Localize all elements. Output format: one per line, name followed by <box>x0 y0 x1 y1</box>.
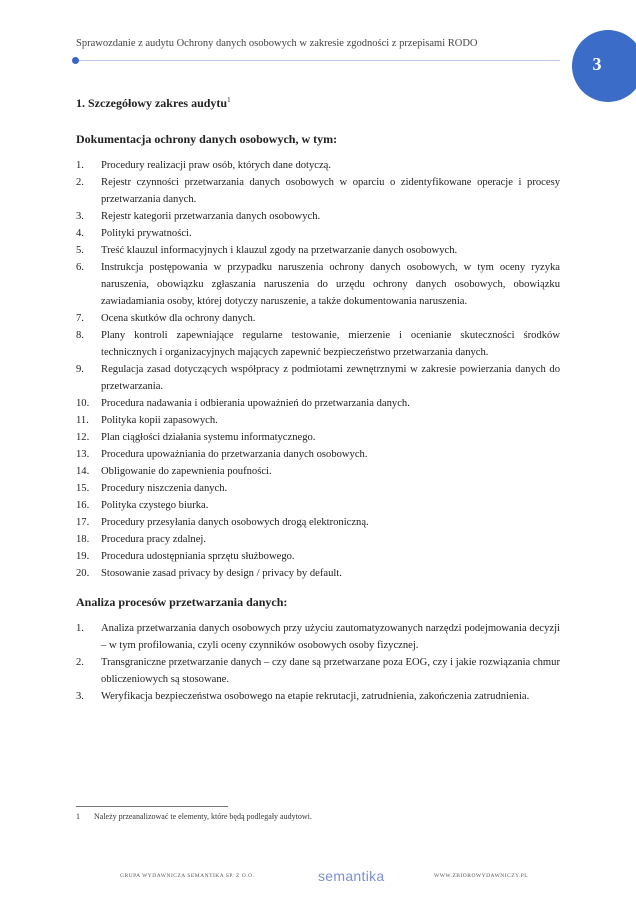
list-item-text: Plan ciągłości działania systemu informatycznego. <box>101 432 316 443</box>
list-item <box>76 463 560 480</box>
footer-website[interactable]: WWW.ZBIOROWYDAWNICZY.PL <box>434 873 529 879</box>
footnote-text: Należy przeanalizować te elementy, które będą podlegały audytowi. <box>94 812 312 821</box>
list-item-number: 15. <box>76 483 90 494</box>
list-item-number: 10. <box>76 398 90 409</box>
analysis-heading: Analiza procesów przetwarzania danych: <box>76 595 288 609</box>
section-title-text: 1. Szczegółowy zakres audytu <box>76 96 228 110</box>
list-item <box>76 620 560 654</box>
list-item <box>76 157 560 174</box>
list-item-number: 7. <box>76 313 84 324</box>
page-number: 3 <box>592 54 602 74</box>
list-item <box>76 531 560 548</box>
list-item <box>76 548 560 565</box>
list-item-number: 17. <box>76 517 90 528</box>
list-item-number: 5. <box>76 245 84 256</box>
list-item <box>76 208 560 225</box>
list-item <box>76 174 560 208</box>
list-item-text: Procedury realizacji praw osób, których dane dotyczą. <box>101 160 332 171</box>
list-item-text: Procedura pracy zdalnej. <box>101 534 207 545</box>
list-item-text: Procedura upoważniania do przetwarzania danych osobowych. <box>101 449 368 460</box>
documentation-heading: Dokumentacja ochrony danych osobowych, w tym: <box>76 132 338 146</box>
footnote-rule <box>76 806 228 807</box>
footnote <box>76 812 312 821</box>
list-item-number: 4. <box>76 228 84 239</box>
list-item <box>76 497 560 514</box>
list-item-text: Obligowanie do zapewnienia poufności. <box>101 466 272 477</box>
documentation-list <box>76 157 560 582</box>
list-item <box>76 514 560 531</box>
list-item-text: Analiza przetwarzania danych osobowych przy użyciu zautomatyzowanych narzędzi podejmowania decyzji – w tym profilowania, czyli oceny czynników osobowych osoby fizycznej. <box>101 623 560 651</box>
header-title: Sprawozdanie z audytu Ochrony danych osobowych w zakresie zgodności z przepisami RODO <box>76 38 478 49</box>
list-item <box>76 327 560 361</box>
list-item-text: Procedury przesyłania danych osobowych drogą elektroniczną. <box>101 517 369 528</box>
list-item-text: Procedura nadawania i odbierania upoważnień do przetwarzania danych. <box>101 398 410 409</box>
list-item-text: Polityka kopii zapasowych. <box>101 415 218 426</box>
header-rule <box>76 60 560 61</box>
list-item <box>76 225 560 242</box>
list-item <box>76 446 560 463</box>
list-item-text: Ocena skutków dla ochrony danych. <box>101 313 256 324</box>
list-item-text: Polityka czystego biurka. <box>101 500 209 511</box>
list-item <box>76 565 560 582</box>
footnote-number: 1 <box>76 812 80 821</box>
list-item-number: 11. <box>76 415 89 426</box>
list-item-number: 19. <box>76 551 90 562</box>
list-item <box>76 412 560 429</box>
list-item <box>76 688 560 705</box>
list-item <box>76 361 560 395</box>
list-item-number: 2. <box>76 657 84 668</box>
footer-publisher: GRUPA WYDAWNICZA SEMANTIKA SP. Z O.O. <box>120 873 255 879</box>
list-item <box>76 429 560 446</box>
list-item <box>76 310 560 327</box>
list-item-number: 18. <box>76 534 90 545</box>
list-item-text: Rejestr czynności przetwarzania danych osobowych w oparciu o zidentyfikowane operacje i procesy przetwarzania danych. <box>101 177 560 205</box>
list-item-text: Procedura udostępniania sprzętu służbowego. <box>101 551 295 562</box>
list-item-text: Weryfikacja bezpieczeństwa osobowego na etapie rekrutacji, zatrudnienia, zakończenia zatrudnienia. <box>101 691 530 702</box>
list-item-number: 13. <box>76 449 90 460</box>
analysis-list <box>76 620 560 705</box>
footnote-ref[interactable]: 1 <box>227 96 231 104</box>
list-item-number: 1. <box>76 623 84 634</box>
section-title <box>76 92 560 111</box>
footer-logo: semantika <box>318 868 385 884</box>
list-item-text: Transgraniczne przetwarzanie danych – czy dane są przetwarzane poza EOG, czy i jakie rozwiązania chmur obliczeniowych są stosowane. <box>101 657 560 685</box>
list-item-number: 12. <box>76 432 90 443</box>
list-item <box>76 654 560 688</box>
list-item-number: 3. <box>76 691 84 702</box>
list-item-text: Polityki prywatności. <box>101 228 192 239</box>
list-item-text: Instrukcja postępowania w przypadku naruszenia ochrony danych osobowych, w tym oceny ryzyka naruszenia, obowiązku zgłaszania naruszenia do urzędu ochrony danych osobowych, obowiązku zawiadamiania osoby, której dotyczy naruszenie, a także dokumentowania naruszenia. <box>101 262 560 307</box>
list-item-number: 6. <box>76 262 84 273</box>
list-item-number: 2. <box>76 177 84 188</box>
list-item <box>76 395 560 412</box>
list-item-number: 16. <box>76 500 90 511</box>
list-item-text: Rejestr kategorii przetwarzania danych osobowych. <box>101 211 321 222</box>
list-item-number: 20. <box>76 568 90 579</box>
list-item-number: 14. <box>76 466 90 477</box>
page-content <box>76 92 560 705</box>
list-item-text: Procedury niszczenia danych. <box>101 483 228 494</box>
list-item-text: Treść klauzul informacyjnych i klauzul zgody na przetwarzanie danych osobowych. <box>101 245 458 256</box>
list-item-text: Regulacja zasad dotyczących współpracy z podmiotami zewnętrznymi w zakresie powierzania danych do przetwarzania. <box>101 364 560 392</box>
list-item <box>76 480 560 497</box>
list-item <box>76 259 560 310</box>
list-item-text: Stosowanie zasad privacy by design / privacy by default. <box>101 568 342 579</box>
list-item-number: 9. <box>76 364 84 375</box>
list-item-text: Plany kontroli zapewniające regularne testowanie, mierzenie i ocenianie skuteczności środków technicznych i organizacyjnych mających zapewnić bezpieczeństwo przetwarzania danych. <box>101 330 560 358</box>
list-item <box>76 242 560 259</box>
list-item-number: 8. <box>76 330 84 341</box>
header-dot <box>72 57 79 64</box>
list-item-number: 3. <box>76 211 84 222</box>
list-item-number: 1. <box>76 160 84 171</box>
